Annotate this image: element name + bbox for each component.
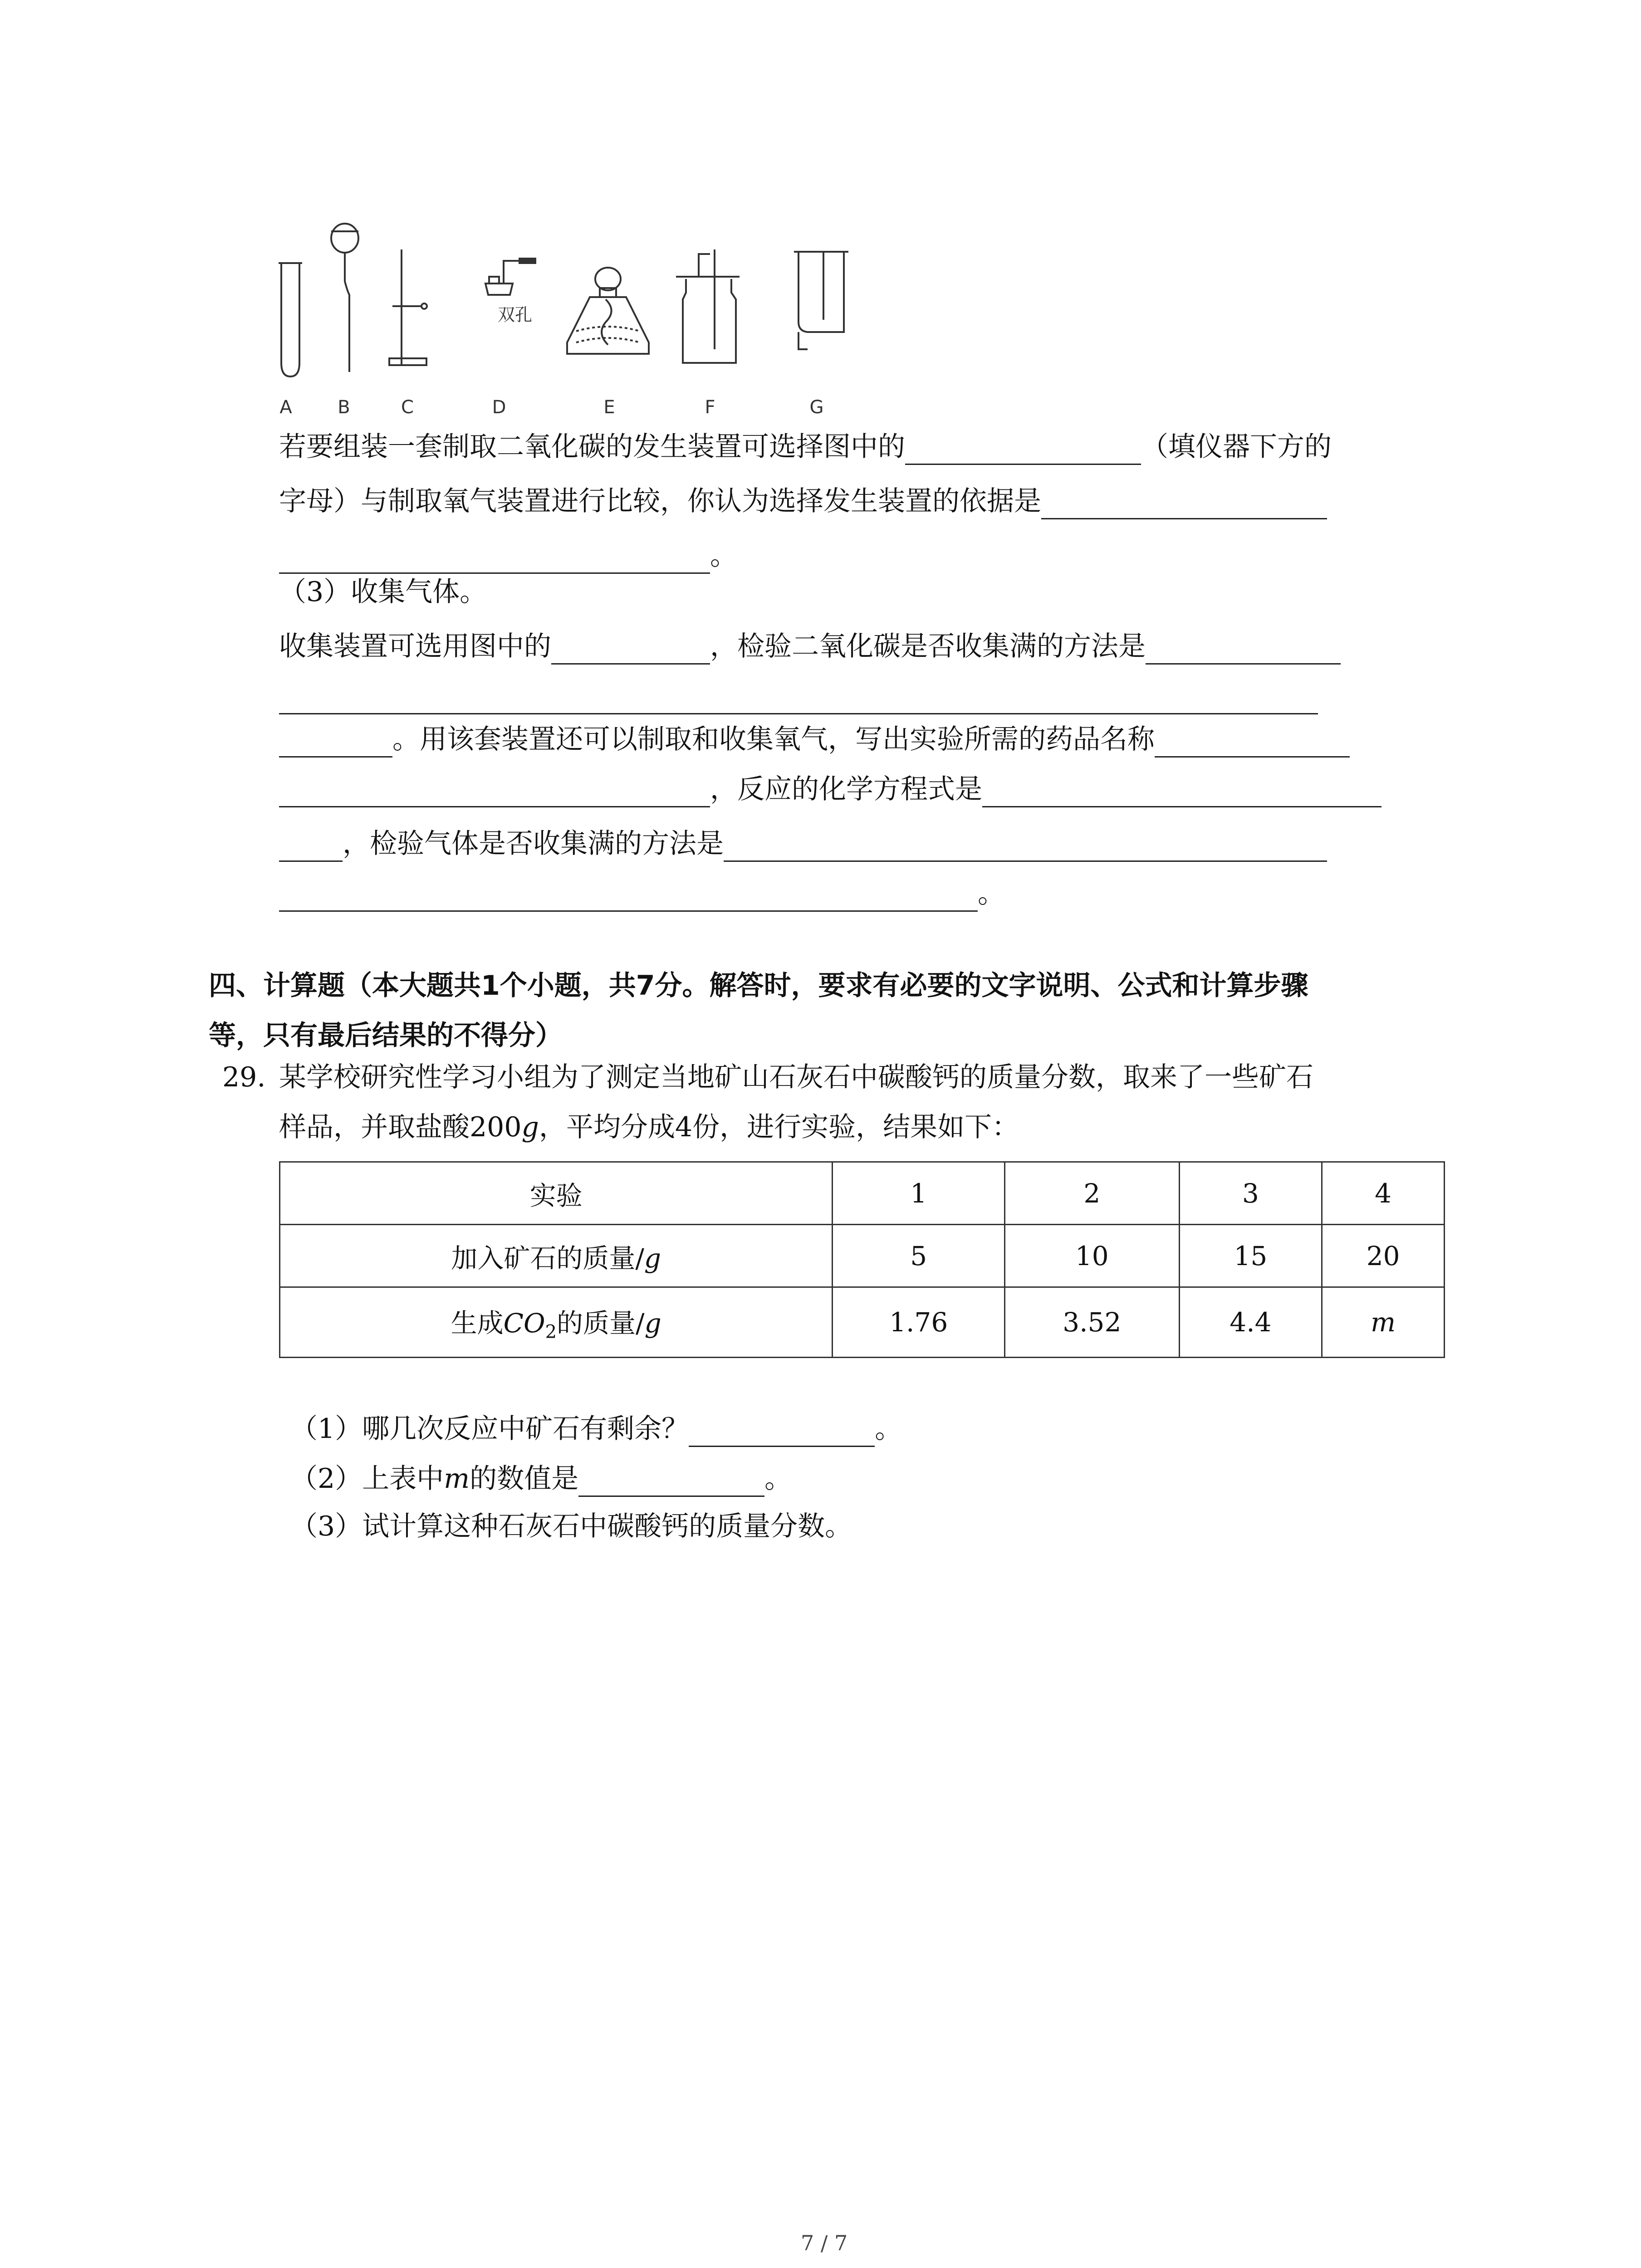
label-c: C xyxy=(401,397,414,418)
table-row xyxy=(280,1287,1445,1358)
q29-text: 的数值是 xyxy=(470,1463,579,1495)
formula-subscript: 2 xyxy=(545,1321,557,1343)
answer-blank[interactable] xyxy=(689,1418,875,1447)
label-a: A xyxy=(279,397,292,418)
funnel-icon xyxy=(331,224,358,372)
label-d: D xyxy=(492,397,506,418)
stopper-icon xyxy=(485,259,535,295)
label-g: G xyxy=(809,397,824,418)
table-row xyxy=(280,1225,1445,1287)
row-label-text: 的质量/ xyxy=(557,1308,645,1339)
q3-line7 xyxy=(279,826,1327,862)
table-cell: 3 xyxy=(1179,1162,1322,1225)
q3-line8 xyxy=(279,875,1005,912)
q29-text: 。 xyxy=(764,1463,792,1495)
answer-blank[interactable] xyxy=(1146,635,1341,665)
q3-line1 xyxy=(279,429,1332,465)
q3-text: 。用该套装置还可以制取和收集氧气，写出实验所需的药品名称 xyxy=(392,723,1155,755)
iron-stand-icon xyxy=(389,249,427,365)
answer-blank[interactable] xyxy=(982,778,1381,807)
experiment-table xyxy=(279,1161,1445,1358)
unit-g: g xyxy=(644,1242,661,1274)
row-label-text: 加入矿石的质量/ xyxy=(451,1242,644,1274)
q3-text: 。 xyxy=(710,540,737,572)
variable-m: m xyxy=(444,1463,470,1495)
q3-text: ，反应的化学方程式是 xyxy=(710,773,982,805)
q29-text: （1）哪几次反应中矿石有剩余？ xyxy=(290,1413,689,1445)
apparatus-figure xyxy=(272,213,889,426)
q3-line4 xyxy=(279,628,1341,665)
table-cell: 15 xyxy=(1179,1225,1322,1287)
stopper-label: 双孔 xyxy=(498,305,533,325)
table-cell: 3.52 xyxy=(1004,1287,1179,1358)
row-label-text: 生成 xyxy=(451,1308,504,1339)
unit-g: g xyxy=(644,1308,661,1339)
table-cell: 1.76 xyxy=(833,1287,1005,1358)
formula: CO xyxy=(503,1308,545,1339)
table-cell: 1 xyxy=(833,1162,1005,1225)
q29-line2 xyxy=(279,1109,1019,1145)
table-cell: 4 xyxy=(1322,1162,1445,1225)
q3-text: 收集装置可选用图中的 xyxy=(279,631,551,662)
q3-text: （填仪器下方的 xyxy=(1141,431,1332,463)
answer-blank[interactable] xyxy=(724,832,1327,862)
answer-blank[interactable] xyxy=(279,728,392,758)
table-cell: 20 xyxy=(1322,1225,1445,1287)
q29-text: ，平均分成4份，进行实验，结果如下： xyxy=(539,1111,1019,1143)
q3-text: 。 xyxy=(978,878,1005,909)
table-cell: 2 xyxy=(1004,1162,1179,1225)
table-header-label: 实验 xyxy=(280,1162,833,1225)
unit-g: g xyxy=(521,1111,539,1143)
q3-line5 xyxy=(279,721,1350,758)
sub-question-1 xyxy=(290,1411,902,1447)
section-heading-line1: 四、计算题（本大题共1个小题，共7分。解答时，要求有必要的文字说明、公式和计算步骤 xyxy=(209,970,1308,1002)
answer-blank[interactable] xyxy=(1041,490,1327,519)
row-label xyxy=(280,1287,833,1358)
q3-text: 若要组装一套制取二氧化碳的发生装置可选择图中的 xyxy=(279,431,905,463)
answer-blank[interactable] xyxy=(1155,728,1350,758)
q29-line1: 某学校研究性学习小组为了测定当地矿山石灰石中碳酸钙的质量分数，取来了一些矿石 xyxy=(279,1061,1313,1093)
row-label xyxy=(280,1225,833,1287)
table-cell xyxy=(1322,1287,1445,1358)
answer-blank[interactable] xyxy=(279,778,710,807)
apparatus-drawing xyxy=(272,213,889,395)
sub-question-3: （3）试计算这种石灰石中碳酸钙的质量分数。 xyxy=(290,1510,852,1542)
alcohol-lamp-icon xyxy=(567,268,649,354)
sub-question-2 xyxy=(290,1461,792,1497)
unknown-m: m xyxy=(1371,1307,1396,1338)
section-heading-line2: 等，只有最后结果的不得分） xyxy=(209,1020,563,1051)
table-row xyxy=(280,1162,1445,1225)
collector-icon xyxy=(794,252,848,349)
q29-text: 。 xyxy=(875,1413,902,1445)
q29-text: 样品，并取盐酸200 xyxy=(279,1111,522,1143)
table-cell: 4.4 xyxy=(1179,1287,1322,1358)
answer-rule[interactable] xyxy=(279,713,1318,714)
label-e: E xyxy=(603,397,615,418)
label-b: B xyxy=(338,397,350,418)
answer-blank[interactable] xyxy=(279,882,978,912)
gas-bottle-icon xyxy=(676,249,740,363)
collect-title: （3）收集气体。 xyxy=(279,576,487,608)
answer-blank[interactable] xyxy=(279,832,343,862)
table-cell: 10 xyxy=(1004,1225,1179,1287)
q3-line2 xyxy=(279,483,1327,519)
answer-blank[interactable] xyxy=(279,544,710,574)
page-number: 7 / 7 xyxy=(801,2231,848,2255)
q3-line3 xyxy=(279,538,737,574)
table-cell: 5 xyxy=(833,1225,1005,1287)
test-tube-icon xyxy=(279,263,302,376)
answer-blank[interactable] xyxy=(551,635,710,665)
q3-line6 xyxy=(279,771,1381,807)
q3-text: ，检验气体是否收集满的方法是 xyxy=(343,828,724,860)
q29-text: （2）上表中 xyxy=(290,1463,444,1495)
answer-blank[interactable] xyxy=(578,1467,764,1497)
q3-text: 字母）与制取氧气装置进行比较，你认为选择发生装置的依据是 xyxy=(279,485,1041,517)
q3-text: ，检验二氧化碳是否收集满的方法是 xyxy=(710,631,1146,662)
answer-blank[interactable] xyxy=(905,435,1141,465)
label-f: F xyxy=(705,397,715,418)
question-number: 29. xyxy=(222,1061,266,1093)
